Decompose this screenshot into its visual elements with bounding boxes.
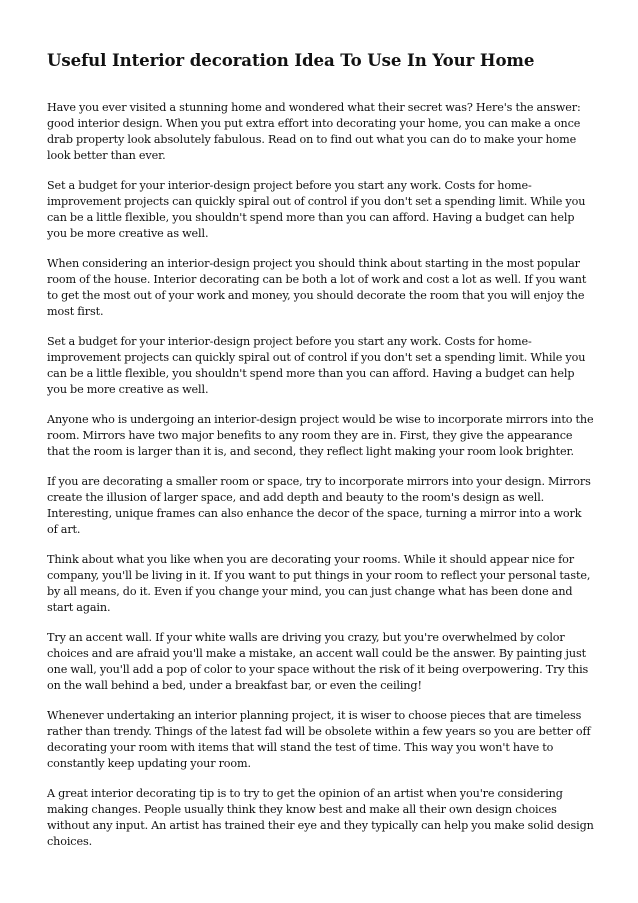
paragraph-9: Whenever undertaking an interior planning project, it is wiser to choose pieces that are timeless rather than trendy. Things of the latest fad will be obsolete within a few years so you are better off decorating your room with items that will stand the test of time. This way you won't have to constantly keep updating your room. [47, 709, 591, 770]
paragraph-3: When considering an interior-design project you should think about starting in the most popular room of the house. Interior decorating can be both a lot of work and cost a lot as well. If you want to get the most out of your work and money, you should decorate the room that you will enjoy the most first. [47, 257, 587, 318]
paragraph-4: Set a budget for your interior-design project before you start any work. Costs for home-improvement projects can quickly spiral out of control if you don't set a spending limit. While you can be a little flexible, you shouldn't spend more than you can afford. Having a budget can help you be more creative as well. [47, 335, 586, 396]
paragraph-5: Anyone who is undergoing an interior-design project would be wise to incorporate mirrors into the room. Mirrors have two major benefits to any room they are in. First, they give the appearance that the room is larger than it is, and second, they reflect light making your room look brighter. [47, 413, 594, 458]
paragraph-6: If you are decorating a smaller room or space, try to incorporate mirrors into your design. Mirrors create the illusion of larger space, and add depth and beauty to the room's design as well. Interesting, unique frames can also enhance the decor of the space, turning a mirror into a work of art. [47, 475, 591, 536]
paragraph-2: Set a budget for your interior-design project before you start any work. Costs for home-improvement projects can quickly spiral out of control if you don't set a spending limit. While you can be a little flexible, you shouldn't spend more than you can afford. Having a budget can help you be more creative as well. [47, 179, 586, 240]
page-title: Useful Interior decoration Idea To Use In Your Home [47, 50, 535, 70]
paragraph-7: Think about what you like when you are decorating your rooms. While it should appear nice for company, you'll be living in it. If you want to put things in your room to reflect your personal taste, by all means, do it. Even if you change your mind, you can just change what has been done and start again. [47, 553, 591, 614]
paragraph-10: A great interior decorating tip is to try to get the opinion of an artist when you're considering making changes. People usually think they know best and make all their own design choices without any input. An artist has trained their eye and they typically can help you make solid design choices. [47, 787, 594, 848]
paragraph-1: Have you ever visited a stunning home and wondered what their secret was? Here's the answer: good interior design. When you put extra effort into decorating your home, you can make a once drab property look absolutely fabulous. Read on to find out what you can do to make your home look better than ever. [47, 101, 581, 162]
paragraph-8: Try an accent wall. If your white walls are driving you crazy, but you're overwhelmed by color choices and are afraid you'll make a mistake, an accent wall could be the answer. By painting just one wall, you'll add a pop of color to your space without the risk of it being overpowering. Try this on the wall behind a bed, under a breakfast bar, or even the ceiling! [47, 631, 589, 692]
